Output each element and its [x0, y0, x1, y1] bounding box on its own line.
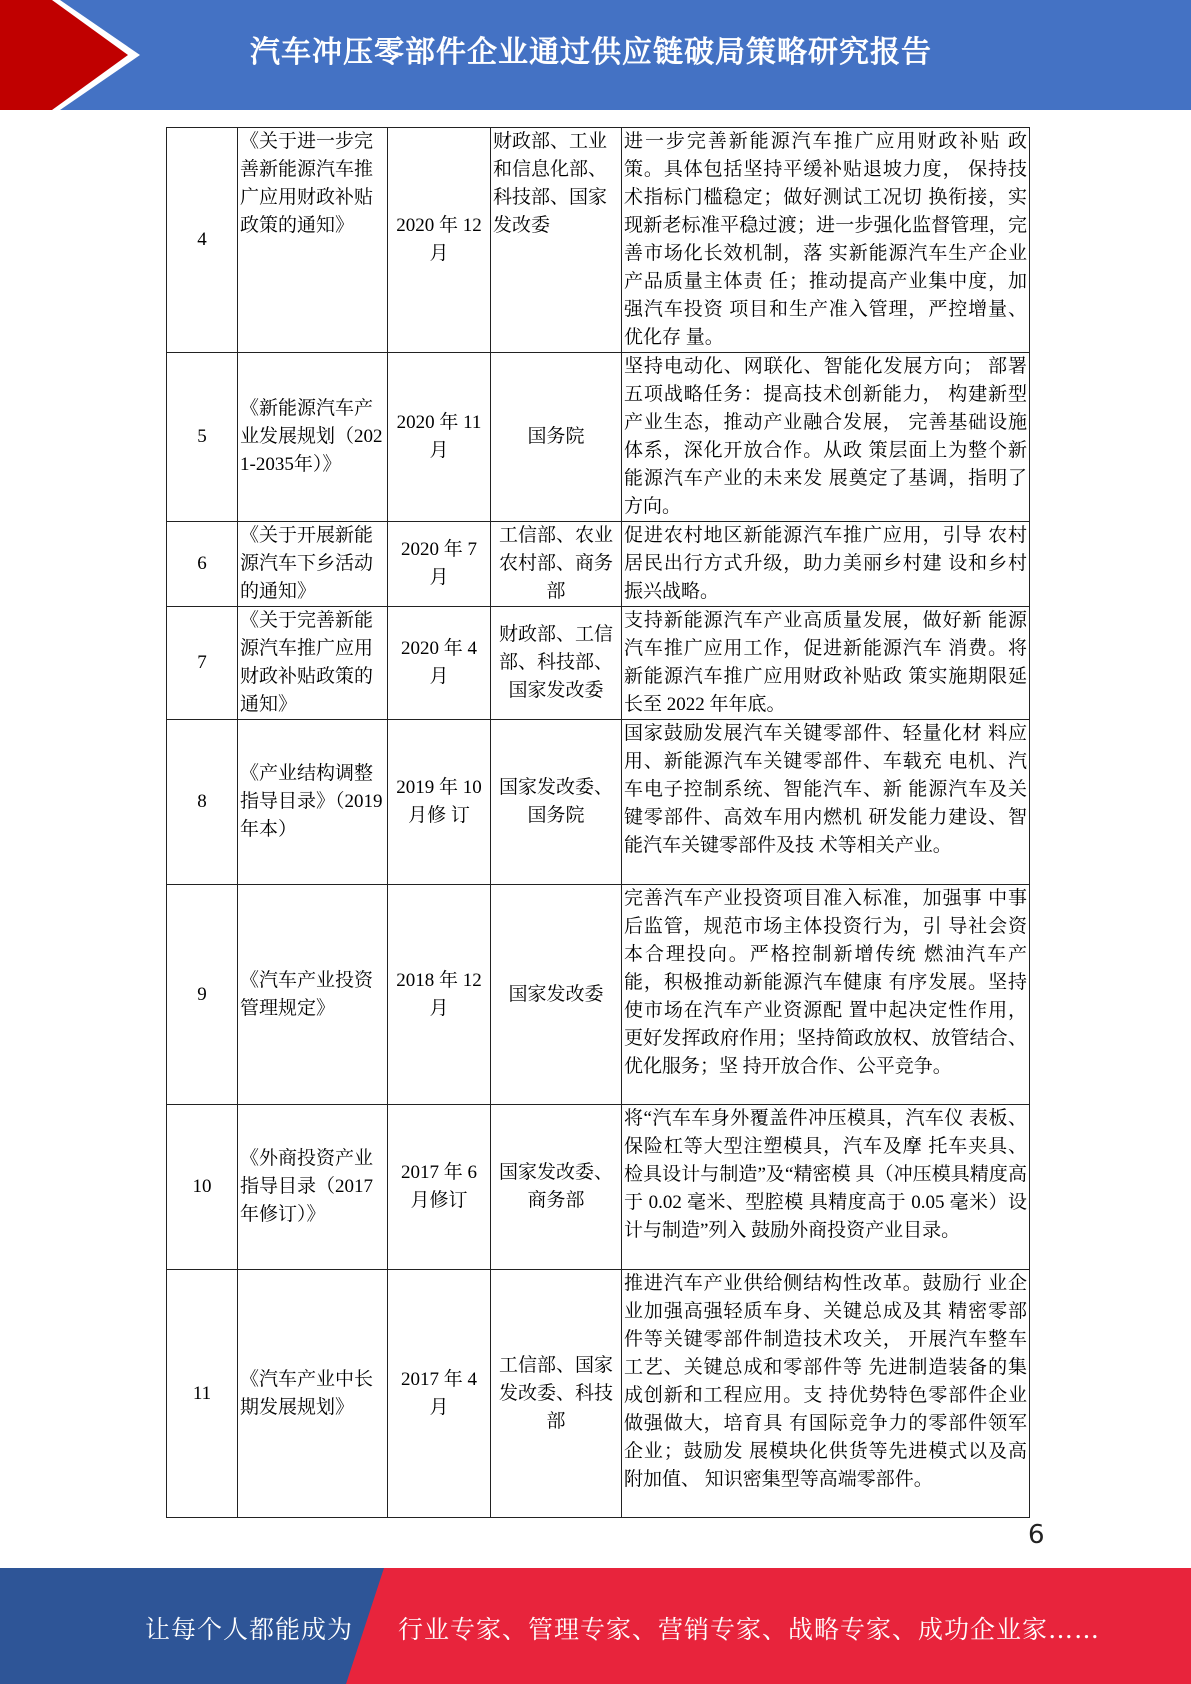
policy-name: 《关于开展新能源汽车下乡活动的通知》 [238, 522, 388, 607]
header-chevron-decoration [0, 0, 160, 110]
table-row [167, 353, 1030, 522]
policy-date: 2020 年 7 月 [388, 522, 491, 607]
policy-name: 《汽车产业中长期发展规划》 [238, 1270, 388, 1518]
table-row [167, 522, 1030, 607]
issuing-department: 国家发改委、商务部 [491, 1105, 622, 1270]
issuing-department: 国家发改委、国务院 [491, 720, 622, 885]
policy-description: 支持新能源汽车产业高质量发展，做好新 能源汽车推广应用工作，促进新能源汽车 消费。将新能源汽车推广应用财政补贴政 策实施期限延长至 2022 年年底。 [622, 607, 1030, 720]
policy-description: 进一步完善新能源汽车推广应用财政补贴 政策。具体包括坚持平缓补贴退坡力度， 保持技术指标门槛稳定；做好测试工况切 换衔接，实现新老标准平稳过渡；进一步强化监督管理，完善市场化长效机制，落 实新能源汽车生产企业产品质量主体责 任；推动提高产业集中度，加强汽车投资 项目和生产准入管理，严控增量、优化存 量。 [622, 128, 1030, 353]
policy-date: 2020 年 4 月 [388, 607, 491, 720]
table-row [167, 1270, 1030, 1518]
row-number: 11 [167, 1270, 238, 1518]
issuing-department: 财政部、工信部、科技部、国家发改委 [491, 607, 622, 720]
header-band [0, 0, 1191, 110]
policy-date: 2020 年 11 月 [388, 353, 491, 522]
row-number: 6 [167, 522, 238, 607]
policy-date: 2018 年 12 月 [388, 885, 491, 1105]
table-row [167, 885, 1030, 1105]
policy-table [166, 127, 1030, 1518]
policy-name: 《产业结构调整指导目录》（2019 年本） [238, 720, 388, 885]
policy-description: 促进农村地区新能源汽车推广应用，引导 农村居民出行方式升级，助力美丽乡村建 设和乡村振兴战略。 [622, 522, 1030, 607]
policy-name: 《关于进一步完善新能源汽车推广应用财政补贴政策的通知》 [238, 128, 388, 353]
policy-description: 推进汽车产业供给侧结构性改革。鼓励行 业企业加强高强轻质车身、关键总成及其 精密零部件等关键零部件制造技术攻关， 开展汽车整车工艺、关键总成和零部件等 先进制造装备的集成创新和工程应用。支 持优势特色零部件企业做强做大，培育具 有国际竞争力的零部件领军企业；鼓励发 展模块化供货等先进模式以及高附加值、 知识密集型等高端零部件。 [622, 1270, 1030, 1518]
policy-date: 2019 年 10 月修 订 [388, 720, 491, 885]
policy-description: 国家鼓励发展汽车关键零部件、轻量化材 料应用、新能源汽车关键零部件、车载充 电机、汽车电子控制系统、智能汽车、新 能源汽车及关键零部件、高效车用内燃机 研发能力建设、智能汽车关键零部件及技 术等相关产业。 [622, 720, 1030, 885]
policy-date: 2017 年 6 月修订 [388, 1105, 491, 1270]
issuing-department: 财政部、工业和信息化部、科技部、国家发改委 [491, 128, 622, 353]
issuing-department: 国务院 [491, 353, 622, 522]
policy-name: 《新能源汽车产业发展规划（2021-2035年）》 [238, 353, 388, 522]
row-number: 7 [167, 607, 238, 720]
table-row [167, 720, 1030, 885]
footer-slogan-left: 让每个人都能成为 [145, 1615, 354, 1644]
row-number: 5 [167, 353, 238, 522]
row-number: 8 [167, 720, 238, 885]
page-number: 6 [1028, 1520, 1045, 1550]
policy-description: 完善汽车产业投资项目准入标准，加强事 中事后监管，规范市场主体投资行为，引 导社会资本合理投向。严格控制新增传统 燃油汽车产能，积极推动新能源汽车健康 有序发展。坚持使市场在汽车产业资源配 置中起决定性作用，更好发挥政府作用；坚持简政放权、放管结合、优化服务；坚 持开放合作、公平竞争。 [622, 885, 1030, 1105]
table-row [167, 1105, 1030, 1270]
policy-description: 坚持电动化、网联化、智能化发展方向； 部署五项战略任务：提高技术创新能力， 构建新型产业生态，推动产业融合发展， 完善基础设施体系，深化开放合作。从政 策层面上为整个新能源汽车产业的未来发 展奠定了基调，指明了方向。 [622, 353, 1030, 522]
issuing-department: 国家发改委 [491, 885, 622, 1105]
row-number: 10 [167, 1105, 238, 1270]
footer-banner [0, 1568, 1191, 1684]
policy-description: 将“汽车车身外覆盖件冲压模具，汽车仪 表板、保险杠等大型注塑模具，汽车及摩 托车夹具、检具设计与制造”及“精密模 具（冲压模具精度高于 0.02 毫米、型腔模 具精度高于 0.05 毫米）设计与制造”列入 鼓励外商投资产业目录。 [622, 1105, 1030, 1270]
issuing-department: 工信部、农业农村部、商务部 [491, 522, 622, 607]
report-title: 汽车冲压零部件企业通过供应链破局策略研究报告 [250, 35, 932, 70]
table-row [167, 607, 1030, 720]
policy-name: 《汽车产业投资管理规定》 [238, 885, 388, 1105]
policy-name: 《关于完善新能源汽车推广应用财政补贴政策的通知》 [238, 607, 388, 720]
row-number: 4 [167, 128, 238, 353]
footer-slogan-right: 行业专家、管理专家、营销专家、战略专家、成功企业家…… [398, 1615, 1101, 1644]
policy-date: 2020 年 12 月 [388, 128, 491, 353]
policy-name: 《外商投资产业指导目录（2017 年修订）》 [238, 1105, 388, 1270]
row-number: 9 [167, 885, 238, 1105]
policy-date: 2017 年 4 月 [388, 1270, 491, 1518]
table-row [167, 128, 1030, 353]
issuing-department: 工信部、国家发改委、科技部 [491, 1270, 622, 1518]
